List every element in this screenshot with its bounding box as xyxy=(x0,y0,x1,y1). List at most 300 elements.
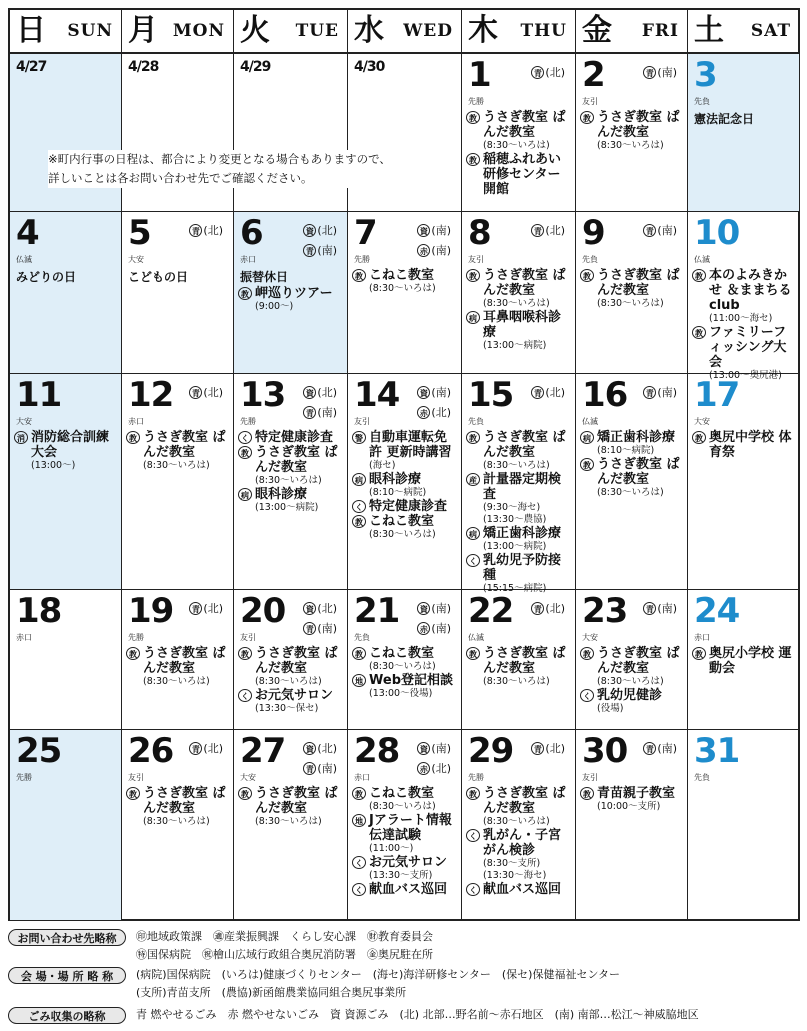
garbage-collection xyxy=(303,242,337,258)
event-category-icon: 教 xyxy=(692,431,706,444)
garbage-area: (北) xyxy=(545,66,565,79)
garbage-area: (北) xyxy=(545,224,565,237)
event-category-icon: く xyxy=(466,883,480,896)
garbage-collection xyxy=(303,760,337,776)
event-category-icon: 教 xyxy=(352,647,366,660)
garbage-icon: 資 xyxy=(303,602,316,615)
garbage-collection xyxy=(643,740,677,756)
garbage-area: (北) xyxy=(317,224,337,237)
garbage-icon: 青 xyxy=(643,386,656,399)
event-list xyxy=(126,430,230,472)
event-item xyxy=(580,646,684,676)
calendar-day-cell xyxy=(348,590,462,730)
event-item xyxy=(692,430,796,460)
event-item xyxy=(238,445,344,475)
day-english: TUE xyxy=(295,21,339,41)
event-title: 稲穂ふれあい研修センター開館 xyxy=(483,152,562,197)
garbage-collection xyxy=(643,64,677,80)
event-title: 青苗親子教室 xyxy=(597,786,676,801)
garbage-icon: 赤 xyxy=(417,762,430,775)
garbage-icon: 青 xyxy=(303,762,316,775)
day-english: WED xyxy=(403,21,453,41)
garbage-icon: 青 xyxy=(643,224,656,237)
contact-line: ㊞地域政策課 ㊜産業振興課 くらし安心課 ㊖教育委員会 xyxy=(136,930,433,943)
event-category-icon: 病 xyxy=(466,311,480,324)
calendar-day-cell xyxy=(576,590,688,730)
event-item xyxy=(466,828,572,858)
event-title: うさぎ教室 ぱんだ教室 xyxy=(255,786,338,816)
garbage-area: (北) xyxy=(431,406,451,419)
event-title: 特定健康診査 xyxy=(255,430,334,445)
day-header xyxy=(462,10,576,54)
event-item xyxy=(238,487,344,502)
day-english: THU xyxy=(520,21,567,41)
event-list xyxy=(126,646,230,688)
garbage-icon: 青 xyxy=(531,602,544,615)
event-time-place: (11:00〜海セ) xyxy=(709,313,773,324)
rokuyo-label: 友引 xyxy=(354,417,370,426)
event-title: お元気サロン xyxy=(255,688,334,703)
garbage-collection xyxy=(417,384,451,400)
event-category-icon: 教 xyxy=(580,269,594,282)
garbage-icon: 資 xyxy=(417,742,430,755)
calendar-day-cell xyxy=(10,374,122,590)
event-category-icon: く xyxy=(466,829,480,842)
event-category-icon: く xyxy=(580,689,594,702)
event-time-place: (8:30〜いろは) xyxy=(143,676,210,687)
calendar-day-cell xyxy=(348,730,462,921)
event-list xyxy=(126,786,230,828)
event-item xyxy=(352,882,458,897)
event-list xyxy=(352,268,458,295)
calendar-day-cell xyxy=(462,590,576,730)
day-english: SAT xyxy=(750,21,791,41)
event-item xyxy=(580,457,684,487)
garbage-collection xyxy=(417,620,451,636)
event-category-icon: 教 xyxy=(352,787,366,800)
event-title: 計量器定期検査 xyxy=(483,472,562,502)
calendar-day-cell xyxy=(576,212,688,374)
event-title: 眼科診療 xyxy=(369,472,422,487)
calendar-day-cell xyxy=(348,54,462,212)
calendar-day-cell xyxy=(10,730,122,921)
event-time-place: (8:30〜いろは) xyxy=(483,298,550,309)
event-item xyxy=(580,688,684,703)
day-number: 4/29 xyxy=(240,59,271,75)
garbage-area: (南) xyxy=(657,224,677,237)
event-title: うさぎ教室 ぱんだ教室 xyxy=(143,646,226,676)
event-time-place: (8:30〜いろは) xyxy=(597,298,664,309)
event-item xyxy=(352,472,458,487)
event-item xyxy=(466,553,572,583)
event-category-icon: 教 xyxy=(466,787,480,800)
event-category-icon: 教 xyxy=(580,787,594,800)
holiday-name: 憲法記念日 xyxy=(694,112,755,126)
event-list xyxy=(352,646,458,700)
rokuyo-label: 赤口 xyxy=(240,255,256,264)
day-number: 9 xyxy=(582,213,605,253)
event-item xyxy=(466,152,572,197)
event-time-place: (15:15〜病院) xyxy=(483,583,547,594)
event-item xyxy=(466,110,572,140)
calendar-day-cell xyxy=(348,374,462,590)
day-number: 31 xyxy=(694,731,740,771)
calendar-day-cell xyxy=(576,54,688,212)
place-line: (病院)国保病院 (いろは)健康づくりセンター (海セ)海洋研修センター (保セ)保健福祉センター xyxy=(136,968,621,981)
event-list xyxy=(14,430,118,472)
event-item xyxy=(238,688,344,703)
event-item xyxy=(238,286,344,301)
garbage-collection xyxy=(417,242,451,258)
rokuyo-label: 友引 xyxy=(582,97,598,106)
event-category-icon: 教 xyxy=(580,647,594,660)
garbage-area: (北) xyxy=(203,742,223,755)
calendar-day-cell xyxy=(234,590,348,730)
event-title: お元気サロン xyxy=(369,855,448,870)
event-time-place: (8:30〜いろは) xyxy=(483,816,550,827)
event-time-place: (8:30〜いろは) xyxy=(483,460,550,471)
event-title: こねこ教室 xyxy=(369,646,435,661)
event-time-place: (8:30〜いろは) xyxy=(255,475,322,486)
event-title: 眼科診療 xyxy=(255,487,308,502)
event-item xyxy=(238,430,344,445)
day-number: 4/30 xyxy=(354,59,385,75)
event-item xyxy=(352,268,458,283)
holiday-name: 振替休日 xyxy=(240,270,289,284)
event-list xyxy=(692,268,796,382)
event-category-icon: 教 xyxy=(580,458,594,471)
event-list xyxy=(238,646,344,715)
event-category-icon: 産 xyxy=(466,473,480,486)
garbage-area: (南) xyxy=(431,386,451,399)
calendar xyxy=(8,8,800,921)
garbage-collection xyxy=(303,222,337,238)
event-item xyxy=(466,472,572,502)
note-line: ※町内行事の日程は、都合により変更となる場合もありますので、 xyxy=(48,152,391,166)
garbage-icon: 青 xyxy=(531,66,544,79)
event-category-icon: 警 xyxy=(352,431,366,444)
event-title: うさぎ教室 ぱんだ教室 xyxy=(597,268,680,298)
event-title: 献血バス巡回 xyxy=(483,882,562,897)
event-title: 消防総合訓練大会 xyxy=(31,430,110,460)
rokuyo-label: 先負 xyxy=(582,255,598,264)
calendar-day-cell xyxy=(122,54,234,212)
event-title: 岬巡りツアー xyxy=(255,286,333,301)
day-number: 19 xyxy=(128,591,174,631)
day-number: 15 xyxy=(468,375,514,415)
day-header xyxy=(348,10,462,54)
rokuyo-label: 先勝 xyxy=(354,255,370,264)
calendar-day-cell xyxy=(576,374,688,590)
calendar-day-cell xyxy=(234,54,348,212)
event-item xyxy=(352,646,458,661)
garbage-area: (北) xyxy=(545,602,565,615)
rokuyo-label: 仏滅 xyxy=(16,255,32,264)
event-category-icon: く xyxy=(352,500,366,513)
calendar-day-cell xyxy=(122,374,234,590)
event-title: 矯正歯科診療 xyxy=(597,430,676,445)
day-number: 12 xyxy=(128,375,174,415)
day-number: 11 xyxy=(16,375,62,415)
day-number: 6 xyxy=(240,213,263,253)
rokuyo-label: 仏滅 xyxy=(694,255,710,264)
garbage-collection xyxy=(643,222,677,238)
event-title: Web登記相談 xyxy=(369,673,453,688)
calendar-day-cell xyxy=(10,212,122,374)
calendar-day-cell xyxy=(688,54,800,212)
garbage-area: (南) xyxy=(431,602,451,615)
event-category-icon: 教 xyxy=(692,326,706,339)
day-kanji: 日 xyxy=(16,13,46,48)
event-item xyxy=(466,882,572,897)
event-list xyxy=(580,110,684,152)
event-title: 乳幼児予防接種 xyxy=(483,553,562,583)
event-time-place: (13:00〜役場) xyxy=(369,688,433,699)
garbage-icon: 青 xyxy=(643,742,656,755)
rokuyo-label: 先勝 xyxy=(468,97,484,106)
rokuyo-label: 大安 xyxy=(240,773,256,782)
event-time-place: (13:30〜保セ) xyxy=(255,703,319,714)
day-number: 18 xyxy=(16,591,62,631)
garbage-icon: 赤 xyxy=(417,406,430,419)
event-time-place: (11:00〜) xyxy=(369,843,414,854)
garbage-icon: 資 xyxy=(417,224,430,237)
event-item xyxy=(352,514,458,529)
event-category-icon: 教 xyxy=(580,111,594,124)
garbage-icon: 資 xyxy=(417,386,430,399)
contact-line: ㊕国保病院 ㊗檜山広域行政組合奥尻消防署 ㊎奥尻駐在所 xyxy=(136,948,433,961)
event-category-icon: 教 xyxy=(126,787,140,800)
event-item xyxy=(466,526,572,541)
event-item xyxy=(580,110,684,140)
event-category-icon: 教 xyxy=(692,269,706,282)
day-kanji: 火 xyxy=(240,13,270,48)
garbage-collection xyxy=(531,222,565,238)
garbage-icon: 青 xyxy=(189,602,202,615)
garbage-area: (南) xyxy=(657,66,677,79)
garbage-area: (南) xyxy=(431,742,451,755)
rokuyo-label: 大安 xyxy=(582,633,598,642)
rokuyo-label: 赤口 xyxy=(16,633,32,642)
rokuyo-label: 先負 xyxy=(354,633,370,642)
holiday-name: こどもの日 xyxy=(128,270,189,284)
event-title: 奥尻中学校 体育祭 xyxy=(709,430,792,460)
calendar-day-cell xyxy=(462,374,576,594)
event-category-icon: く xyxy=(238,431,252,444)
event-item xyxy=(352,430,458,460)
holiday-name: みどりの日 xyxy=(16,270,77,284)
event-item xyxy=(692,325,796,370)
garbage-area: (北) xyxy=(545,386,565,399)
garbage-area: (北) xyxy=(203,224,223,237)
day-number: 26 xyxy=(128,731,174,771)
day-number: 16 xyxy=(582,375,628,415)
event-title: 耳鼻咽喉科診療 xyxy=(483,310,562,340)
garbage-collection xyxy=(303,384,337,400)
calendar-day-cell xyxy=(122,212,234,374)
event-list xyxy=(238,430,344,514)
garbage-icon: 赤 xyxy=(417,622,430,635)
place-label: 会 場・場 所 略 称 xyxy=(8,967,126,984)
garbage-area: (南) xyxy=(657,602,677,615)
event-item xyxy=(126,786,230,816)
garbage-icon: 資 xyxy=(303,224,316,237)
event-item xyxy=(692,268,796,313)
day-number: 22 xyxy=(468,591,514,631)
event-list xyxy=(352,786,458,897)
event-title: 本のよみきかせ ＆ままちるclub xyxy=(709,268,792,313)
event-title: うさぎ教室 ぱんだ教室 xyxy=(483,110,566,140)
event-item xyxy=(352,813,458,843)
event-category-icon: く xyxy=(238,689,252,702)
event-category-icon: 教 xyxy=(126,431,140,444)
place-line: (支所)青苗支所 (農協)新函館農業協同組合奥尻事業所 xyxy=(136,986,407,999)
rokuyo-label: 仏滅 xyxy=(468,633,484,642)
garbage-icon: 青 xyxy=(643,66,656,79)
day-kanji: 土 xyxy=(694,13,724,48)
event-category-icon: 教 xyxy=(466,431,480,444)
event-item xyxy=(466,646,572,676)
event-time-place: (8:30〜いろは) xyxy=(369,283,436,294)
event-item xyxy=(238,646,344,676)
day-number: 25 xyxy=(16,731,62,771)
garbage-collection xyxy=(643,384,677,400)
day-kanji: 金 xyxy=(582,13,612,48)
event-time-place: (8:30〜いろは) xyxy=(255,816,322,827)
rokuyo-label: 先勝 xyxy=(16,773,32,782)
garbage-collection xyxy=(531,384,565,400)
event-time-place: (8:30〜いろは) xyxy=(143,816,210,827)
day-header xyxy=(10,10,122,54)
event-category-icon: 地 xyxy=(352,814,366,827)
rokuyo-label: 大安 xyxy=(128,255,144,264)
event-category-icon: 地 xyxy=(352,674,366,687)
event-list xyxy=(466,430,572,595)
garbage-area: (南) xyxy=(657,386,677,399)
event-category-icon: 教 xyxy=(466,269,480,282)
garbage-icon: 青 xyxy=(303,406,316,419)
event-title: うさぎ教室 ぱんだ教室 xyxy=(597,110,680,140)
day-number: 29 xyxy=(468,731,514,771)
event-list xyxy=(692,430,796,460)
event-item xyxy=(126,430,230,460)
event-category-icon: 病 xyxy=(580,431,594,444)
garbage-icon: 資 xyxy=(417,602,430,615)
event-list xyxy=(466,786,572,897)
garbage-icon: 青 xyxy=(303,622,316,635)
event-title: 自動車運転免許 更新時講習 xyxy=(369,430,452,460)
garbage-collection xyxy=(531,64,565,80)
garbage-icon: 赤 xyxy=(417,244,430,257)
legend xyxy=(8,926,800,1028)
garbage-collection xyxy=(189,600,223,616)
day-number: 1 xyxy=(468,55,491,95)
event-item xyxy=(466,430,572,460)
rokuyo-label: 先勝 xyxy=(128,633,144,642)
rokuyo-label: 赤口 xyxy=(694,633,710,642)
event-category-icon: 教 xyxy=(126,647,140,660)
day-number: 17 xyxy=(694,375,740,415)
garbage-collection xyxy=(189,740,223,756)
event-title: うさぎ教室 ぱんだ教室 xyxy=(597,646,680,676)
event-title: うさぎ教室 ぱんだ教室 xyxy=(483,268,566,298)
calendar-day-cell xyxy=(234,212,348,374)
event-category-icon: 教 xyxy=(238,446,252,459)
garbage-icon: 青 xyxy=(189,224,202,237)
event-time-place: (10:00〜支所) xyxy=(597,801,661,812)
event-time-place: (8:30〜支所) (13:30〜海セ) xyxy=(483,858,547,881)
day-number: 4/27 xyxy=(16,59,47,75)
contact-label: お問い合わせ先略称 xyxy=(8,929,126,946)
event-time-place: (13:00〜) xyxy=(31,460,76,471)
day-number: 8 xyxy=(468,213,491,253)
day-english: MON xyxy=(172,21,225,41)
event-title: うさぎ教室 ぱんだ教室 xyxy=(483,786,566,816)
event-title: うさぎ教室 ぱんだ教室 xyxy=(143,786,226,816)
event-category-icon: 教 xyxy=(466,153,480,166)
event-title: うさぎ教室 ぱんだ教室 xyxy=(483,430,566,460)
event-category-icon: 教 xyxy=(352,515,366,528)
event-time-place: (8:30〜いろは) xyxy=(369,529,436,540)
rokuyo-label: 友引 xyxy=(468,255,484,264)
event-category-icon: 教 xyxy=(238,647,252,660)
event-time-place: (8:30〜いろは) xyxy=(597,487,664,498)
garbage-collection xyxy=(417,404,451,420)
event-time-place: (8:30〜いろは) xyxy=(483,676,550,687)
day-number: 4/28 xyxy=(128,59,159,75)
calendar-day-cell xyxy=(576,730,688,921)
event-time-place: (役場) xyxy=(597,703,624,714)
day-number: 28 xyxy=(354,731,400,771)
event-time-place: (8:30〜いろは) xyxy=(369,801,436,812)
garbage-collection xyxy=(643,600,677,616)
garbage-collection xyxy=(417,760,451,776)
event-item xyxy=(580,268,684,298)
garbage-icon: 青 xyxy=(643,602,656,615)
event-category-icon: 病 xyxy=(238,488,252,501)
event-list xyxy=(466,646,572,688)
rokuyo-label: 先負 xyxy=(694,773,710,782)
garbage-area: (南) xyxy=(657,742,677,755)
garbage-area: (北) xyxy=(203,602,223,615)
garbage-area: (南) xyxy=(317,762,337,775)
calendar-day-cell xyxy=(462,730,576,921)
garbage-area: (南) xyxy=(431,622,451,635)
event-item xyxy=(352,786,458,801)
event-category-icon: 教 xyxy=(238,787,252,800)
rokuyo-label: 大安 xyxy=(694,417,710,426)
day-number: 23 xyxy=(582,591,628,631)
event-item xyxy=(14,430,118,460)
event-list xyxy=(580,646,684,715)
garbage-collection xyxy=(303,620,337,636)
gomi-label: ごみ収集の略称 xyxy=(8,1007,126,1024)
event-item xyxy=(352,855,458,870)
event-time-place: (13:00〜病院) xyxy=(483,340,547,351)
day-number: 27 xyxy=(240,731,286,771)
event-time-place: (海セ) xyxy=(369,460,396,471)
event-category-icon: 教 xyxy=(466,111,480,124)
rokuyo-label: 先勝 xyxy=(240,417,256,426)
event-category-icon: く xyxy=(466,554,480,567)
calendar-day-cell xyxy=(688,730,800,921)
day-number: 7 xyxy=(354,213,377,253)
garbage-icon: 資 xyxy=(303,742,316,755)
event-title: 奥尻小学校 運動会 xyxy=(709,646,792,676)
garbage-icon: 青 xyxy=(531,386,544,399)
day-number: 24 xyxy=(694,591,740,631)
event-category-icon: く xyxy=(352,856,366,869)
